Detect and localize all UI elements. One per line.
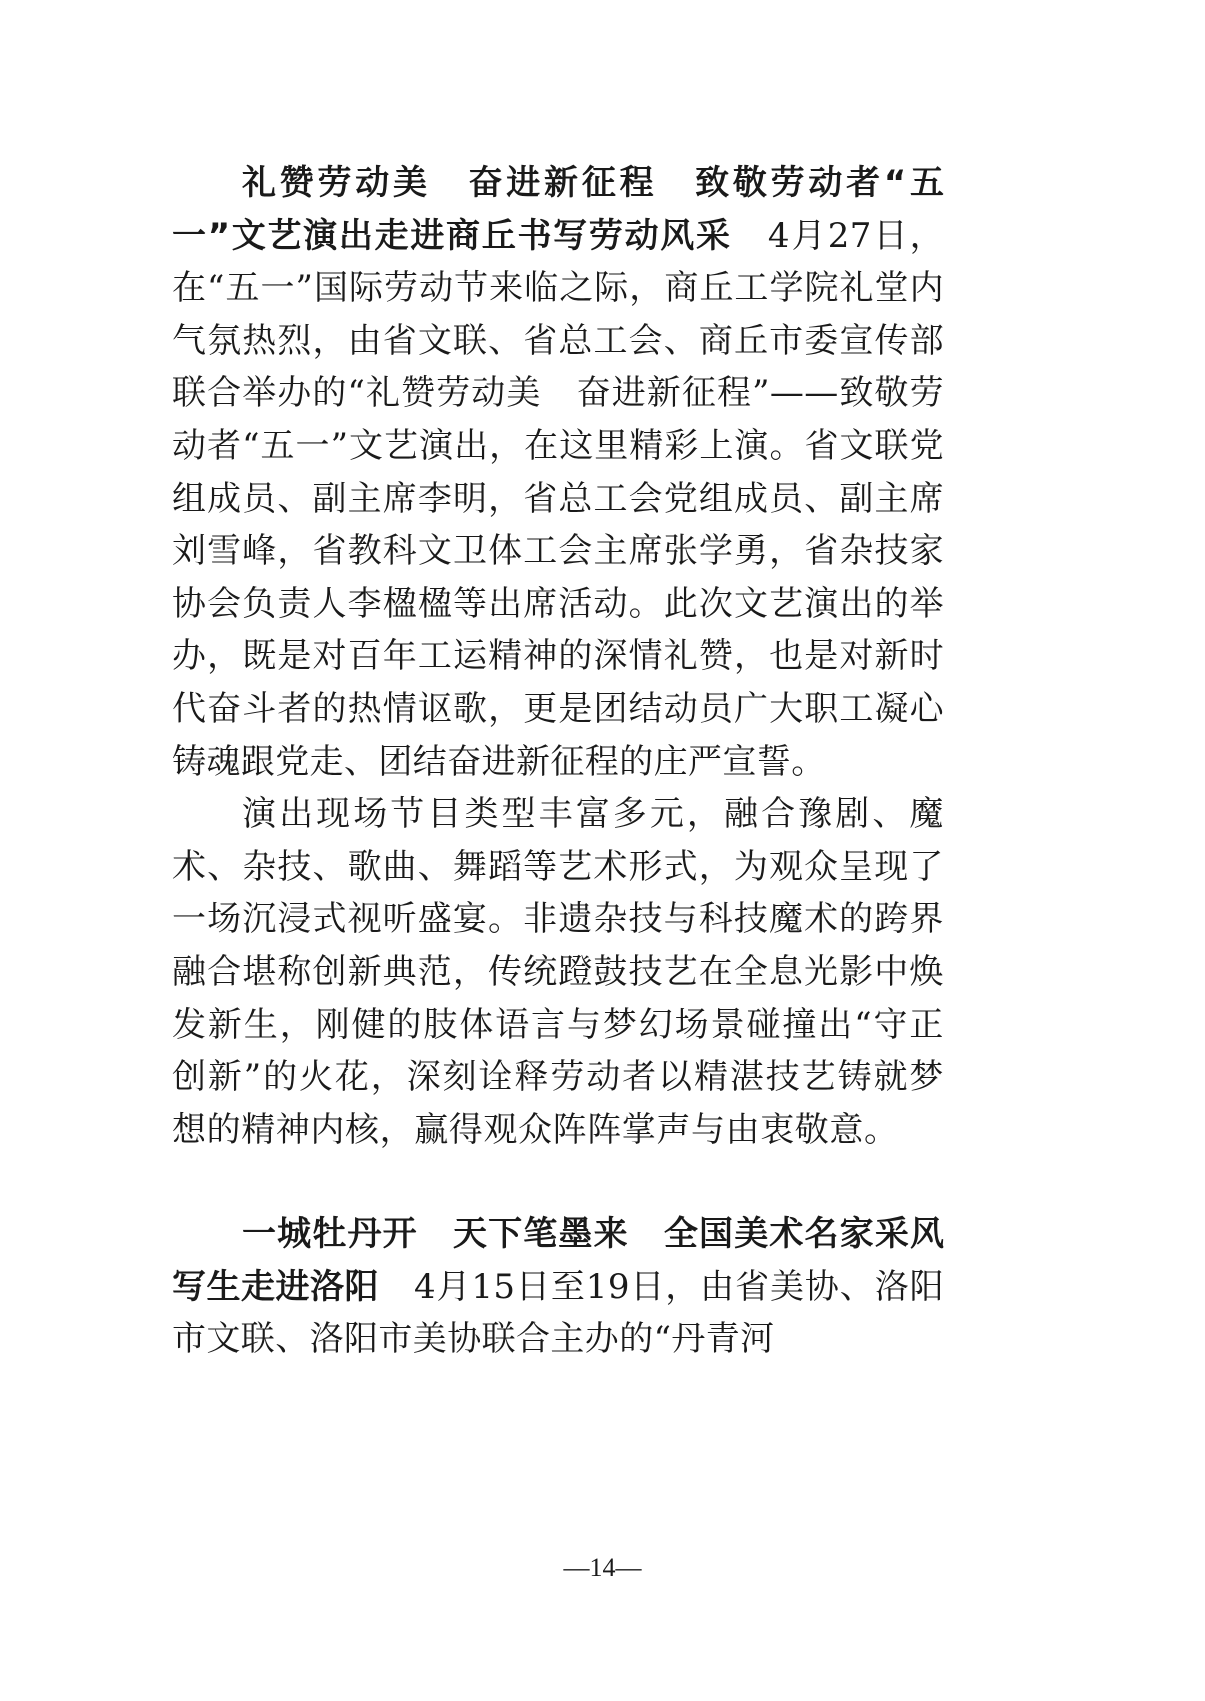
article-2-paragraph-1 — [172, 1208, 944, 1366]
section-gap — [172, 1156, 944, 1208]
article-1-body-1: 4月27日，在“五一”国际劳动节来临之际，商丘工学院礼堂内气氛热烈，由省文联、省总工会、商丘市委宣传部联合举办的“礼赞劳动美 奋进新征程”——致敬劳动者“五一”文艺演出，在这里精彩上演。省文联党组成员、副主席李明，省总工会党组成员、副主席刘雪峰，省教科文卫体工会主席张学勇，省杂技家协会负责人李楹楹等出席活动。此次文艺演出的举办，既是对百年工运精神的深情礼赞，也是对新时代奋斗者的热情讴歌，更是团结动员广大职工凝心铸魂跟党走、团结奋进新征程的庄严宣誓。 — [172, 215, 944, 782]
article-2-headline: 一城牡丹开 天下笔墨来 全国美术名家采风写生走进洛阳 — [172, 1214, 944, 1307]
article-2-body-1: 4月15日至19日，由省美协、洛阳市文联、洛阳市美协联合主办的“丹青河 — [172, 1266, 945, 1360]
document-page — [172, 157, 944, 1366]
article-1-paragraph-2: 演出现场节目类型丰富多元，融合豫剧、魔术、杂技、歌曲、舞蹈等艺术形式，为观众呈现了一场沉浸式视听盛宴。非遗杂技与科技魔术的跨界融合堪称创新典范，传统蹬鼓技艺在全息光影中焕发新生，刚健的肢体语言与梦幻场景碰撞出“守正创新”的火花，深刻诠释劳动者以精湛技艺铸就梦想的精神内核，赢得观众阵阵掌声与由衷敬意。 — [172, 794, 944, 1150]
page-number: —14— — [563, 1553, 642, 1582]
article-1-paragraph-1 — [172, 157, 944, 788]
article-1-headline: 礼赞劳动美 奋进新征程 致敬劳动者“五一”文艺演出走进商丘书写劳动风采 — [172, 163, 944, 256]
